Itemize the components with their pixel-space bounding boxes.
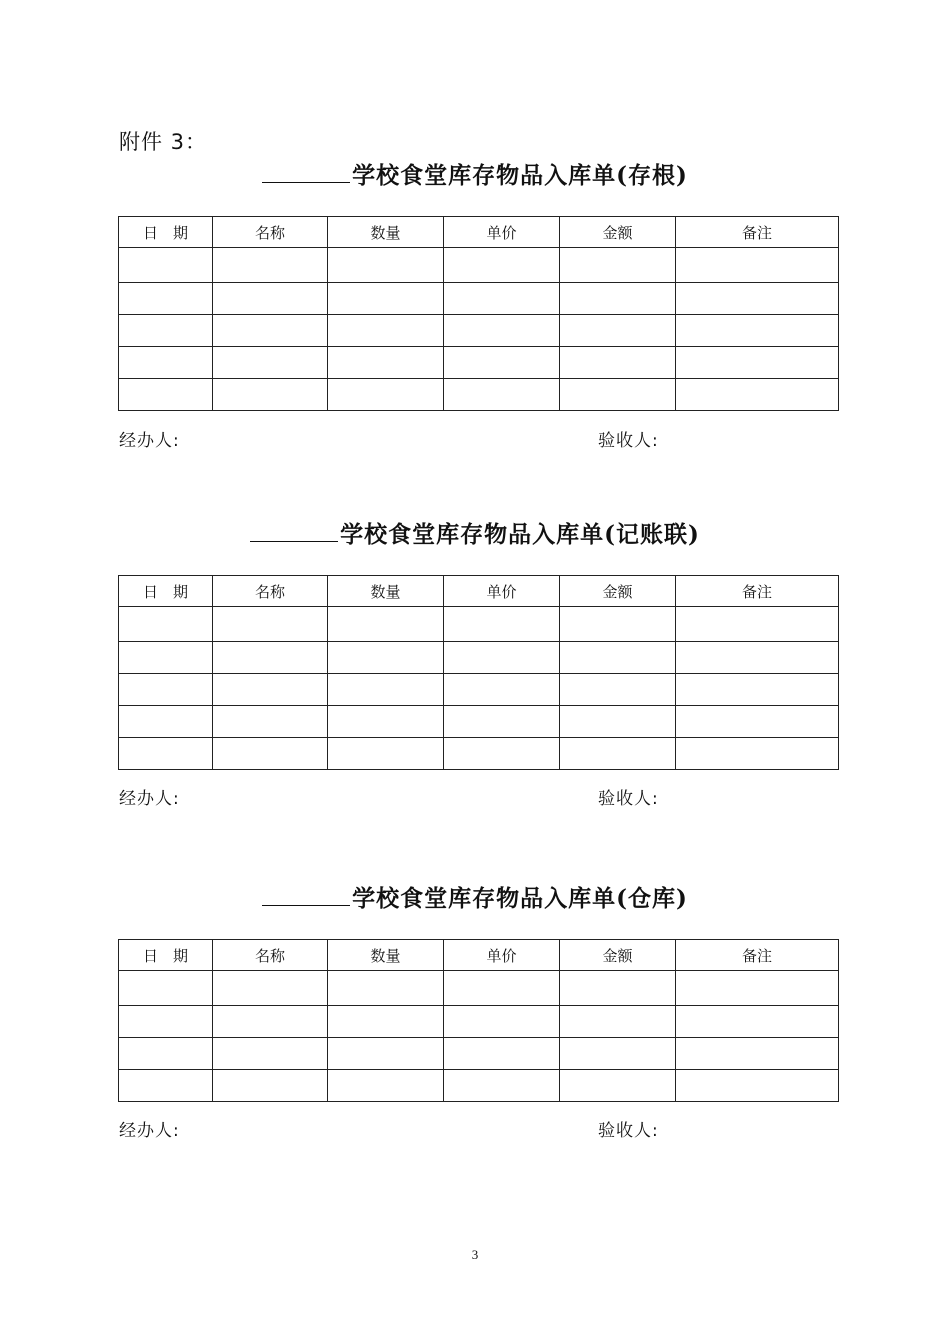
header-remarks: 备注 — [676, 576, 839, 607]
table-row — [119, 1038, 839, 1070]
table-cell — [676, 1070, 839, 1102]
header-date: 日 期 — [119, 940, 213, 971]
header-unit-price: 单价 — [444, 217, 560, 248]
header-name: 名称 — [213, 217, 328, 248]
table-cell — [676, 706, 839, 738]
table-cell — [328, 315, 444, 347]
table-cell — [328, 1070, 444, 1102]
title-blank-line — [262, 885, 350, 906]
table-cell — [328, 1006, 444, 1038]
table-row — [119, 379, 839, 411]
table-row — [119, 738, 839, 770]
table-cell — [213, 283, 328, 315]
attachment-label: 附件 3： — [119, 130, 208, 154]
handler-label: 经办人: — [119, 1121, 180, 1141]
table-cell — [676, 642, 839, 674]
table-cell — [328, 642, 444, 674]
header-unit-price: 单价 — [444, 576, 560, 607]
table-cell — [328, 1038, 444, 1070]
table-cell — [444, 248, 560, 283]
table-cell — [444, 738, 560, 770]
table-cell — [213, 607, 328, 642]
table-cell — [560, 607, 676, 642]
table-row — [119, 315, 839, 347]
header-date: 日 期 — [119, 217, 213, 248]
table-header-row — [119, 940, 839, 971]
table-row — [119, 971, 839, 1006]
table-row — [119, 248, 839, 283]
header-amount: 金额 — [560, 940, 676, 971]
table-cell — [560, 1038, 676, 1070]
form-title-text: 学校食堂库存物品入库单(仓库) — [352, 885, 688, 912]
table-cell — [328, 674, 444, 706]
header-amount: 金额 — [560, 576, 676, 607]
receiver-label: 验收人: — [598, 1121, 659, 1141]
table-cell — [560, 248, 676, 283]
table-cell — [213, 1006, 328, 1038]
table-cell — [119, 738, 213, 770]
table-cell — [328, 971, 444, 1006]
table-cell — [444, 674, 560, 706]
receiver-label: 验收人: — [598, 431, 659, 451]
table-cell — [676, 607, 839, 642]
table-cell — [676, 315, 839, 347]
table-cell — [328, 347, 444, 379]
table-cell — [213, 1038, 328, 1070]
table-cell — [213, 1070, 328, 1102]
table-cell — [119, 674, 213, 706]
table-cell — [676, 283, 839, 315]
table-cell — [560, 738, 676, 770]
form-title-warehouse — [0, 880, 950, 913]
table-cell — [676, 1006, 839, 1038]
table-cell — [213, 315, 328, 347]
header-unit-price: 单价 — [444, 940, 560, 971]
table-cell — [560, 1070, 676, 1102]
table-cell — [676, 379, 839, 411]
entry-table-warehouse — [118, 939, 839, 1102]
table-cell — [444, 1070, 560, 1102]
table-cell — [119, 607, 213, 642]
header-amount: 金额 — [560, 217, 676, 248]
entry-table-stub — [118, 216, 839, 411]
table-cell — [676, 248, 839, 283]
table-cell — [328, 379, 444, 411]
header-quantity: 数量 — [328, 217, 444, 248]
table-cell — [444, 347, 560, 379]
title-blank-line — [250, 521, 338, 542]
handler-label: 经办人: — [119, 789, 180, 809]
form-title-accounting — [0, 516, 950, 549]
table-cell — [444, 1038, 560, 1070]
table-cell — [328, 607, 444, 642]
table-row — [119, 347, 839, 379]
table-cell — [444, 1006, 560, 1038]
table-cell — [119, 315, 213, 347]
table-header-row — [119, 576, 839, 607]
table-cell — [444, 971, 560, 1006]
table-cell — [444, 283, 560, 315]
header-remarks: 备注 — [676, 217, 839, 248]
title-blank-line — [262, 162, 350, 183]
table-cell — [328, 248, 444, 283]
table-cell — [560, 706, 676, 738]
table-cell — [444, 706, 560, 738]
table-cell — [676, 738, 839, 770]
table-cell — [213, 379, 328, 411]
table-row — [119, 642, 839, 674]
table-row — [119, 607, 839, 642]
table-cell — [119, 347, 213, 379]
table-cell — [444, 315, 560, 347]
table-row — [119, 1070, 839, 1102]
table-cell — [213, 347, 328, 379]
table-cell — [119, 706, 213, 738]
table-row — [119, 706, 839, 738]
table-cell — [119, 642, 213, 674]
table-cell — [560, 347, 676, 379]
table-row — [119, 1006, 839, 1038]
table-cell — [676, 347, 839, 379]
form-title-text: 学校食堂库存物品入库单(存根) — [352, 162, 688, 189]
entry-table-accounting — [118, 575, 839, 770]
handler-label: 经办人: — [119, 431, 180, 451]
table-cell — [119, 283, 213, 315]
table-cell — [676, 971, 839, 1006]
table-cell — [560, 971, 676, 1006]
form-title-stub — [0, 157, 950, 190]
receiver-label: 验收人: — [598, 789, 659, 809]
table-cell — [328, 283, 444, 315]
table-cell — [676, 1038, 839, 1070]
header-quantity: 数量 — [328, 576, 444, 607]
table-cell — [119, 1070, 213, 1102]
table-cell — [560, 283, 676, 315]
table-cell — [213, 738, 328, 770]
table-cell — [213, 706, 328, 738]
table-cell — [213, 971, 328, 1006]
table-cell — [560, 315, 676, 347]
header-remarks: 备注 — [676, 940, 839, 971]
header-date: 日 期 — [119, 576, 213, 607]
table-cell — [328, 738, 444, 770]
table-cell — [444, 379, 560, 411]
table-cell — [213, 674, 328, 706]
table-cell — [560, 674, 676, 706]
table-cell — [119, 379, 213, 411]
header-quantity: 数量 — [328, 940, 444, 971]
table-cell — [444, 607, 560, 642]
table-cell — [328, 706, 444, 738]
table-cell — [444, 642, 560, 674]
table-cell — [213, 642, 328, 674]
header-name: 名称 — [213, 576, 328, 607]
table-cell — [119, 248, 213, 283]
page-number: 3 — [471, 1247, 479, 1262]
table-row — [119, 674, 839, 706]
table-header-row — [119, 217, 839, 248]
form-title-text: 学校食堂库存物品入库单(记账联) — [340, 521, 700, 548]
table-cell — [119, 1038, 213, 1070]
table-cell — [560, 1006, 676, 1038]
table-cell — [213, 248, 328, 283]
table-cell — [560, 379, 676, 411]
table-cell — [676, 674, 839, 706]
table-cell — [560, 642, 676, 674]
table-cell — [119, 1006, 213, 1038]
header-name: 名称 — [213, 940, 328, 971]
table-row — [119, 283, 839, 315]
table-cell — [119, 971, 213, 1006]
